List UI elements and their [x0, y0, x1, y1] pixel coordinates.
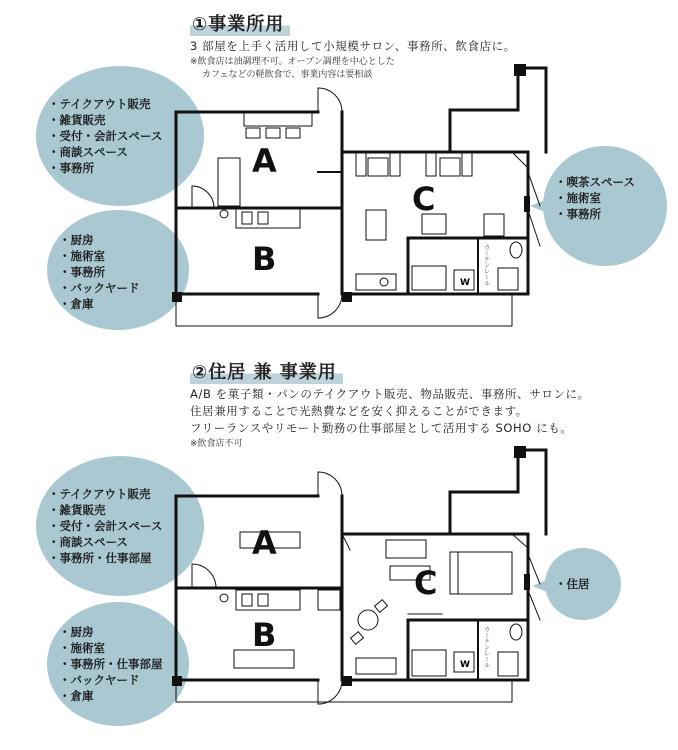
usage-item: ・ テイクアウト販売 [48, 486, 162, 502]
usage-item: ・ 事務所 [48, 160, 162, 176]
usage-item: ・ 受付・会計スペース [48, 128, 162, 144]
description-line: 住居兼用することで光熱費などを安く抑えることができます。 [190, 404, 528, 418]
room-label-c: C [414, 564, 438, 602]
usage-item: ・ 倉庫 [59, 688, 163, 704]
note-line: カフェなどの軽飲食で、事業内容は要相談 [202, 70, 373, 80]
room-label-b: B [252, 240, 277, 278]
room-label-a: A [252, 142, 277, 180]
section-title: ①事業所用 [190, 10, 290, 36]
usage-item: ・ 商談スペース [48, 534, 162, 550]
usage-item: ・ テイクアウト販売 [48, 96, 162, 112]
section-title: ②住居 兼 事業用 [190, 358, 343, 384]
room-label-c: C [412, 180, 436, 218]
usage-item: ・ 施術室 [59, 640, 163, 656]
usage-item: ・ 商談スペース [48, 144, 162, 160]
curtain-rail-label: カーテンレール [482, 626, 490, 668]
note-line: ※飲食店不可 [190, 439, 243, 449]
usage-item: ・ 受付・会計スペース [48, 518, 162, 534]
usage-item: ・ 倉庫 [59, 296, 140, 312]
usage-item: ・ 厨房 [59, 624, 163, 640]
usage-item: ・ 厨房 [59, 232, 140, 248]
description-line: A/B を菓子類・パンのテイクアウト販売、物品販売、事務所、サロンに。 [190, 387, 590, 401]
usage-item: ・ 雑貨販売 [48, 112, 162, 128]
usage-item: ・ 事務所・仕事部屋 [48, 550, 162, 566]
room-label-b: B [252, 616, 277, 654]
usage-item: ・ 施術室 [59, 248, 140, 264]
usage-item: ・ 喫茶スペース [555, 174, 635, 190]
usage-item: ・ 雑貨販売 [48, 502, 162, 518]
curtain-rail-label: カーテンレール [482, 244, 490, 286]
plan-section-residence-business [0, 358, 678, 750]
usage-item: ・ バックヤード [59, 672, 163, 688]
usage-item: ・ 施術室 [555, 190, 635, 206]
usage-item: ・ 事務所 [59, 264, 140, 280]
plan-section-office [0, 0, 678, 340]
usage-item: ・ 事務所・仕事部屋 [59, 656, 163, 672]
room-label-a: A [252, 524, 277, 562]
floor-plan [0, 358, 678, 750]
washer-label: W [460, 660, 470, 670]
note-line: ※飲食店は油調理不可。オープン調理を中心とした [190, 57, 395, 67]
usage-item: ・ バックヤード [59, 280, 140, 296]
washer-label: W [460, 278, 470, 288]
usage-item: ・ 住居 [555, 576, 590, 592]
usage-item: ・ 事務所 [555, 206, 635, 222]
description-line: 3 部屋を上手く活用して小規模サロン、事務所、飲食店に。 [190, 39, 516, 53]
floor-plan [0, 0, 678, 340]
description-line: フリーランスやリモート勤務の仕事部屋として活用する SOHO にも。 [190, 421, 573, 435]
